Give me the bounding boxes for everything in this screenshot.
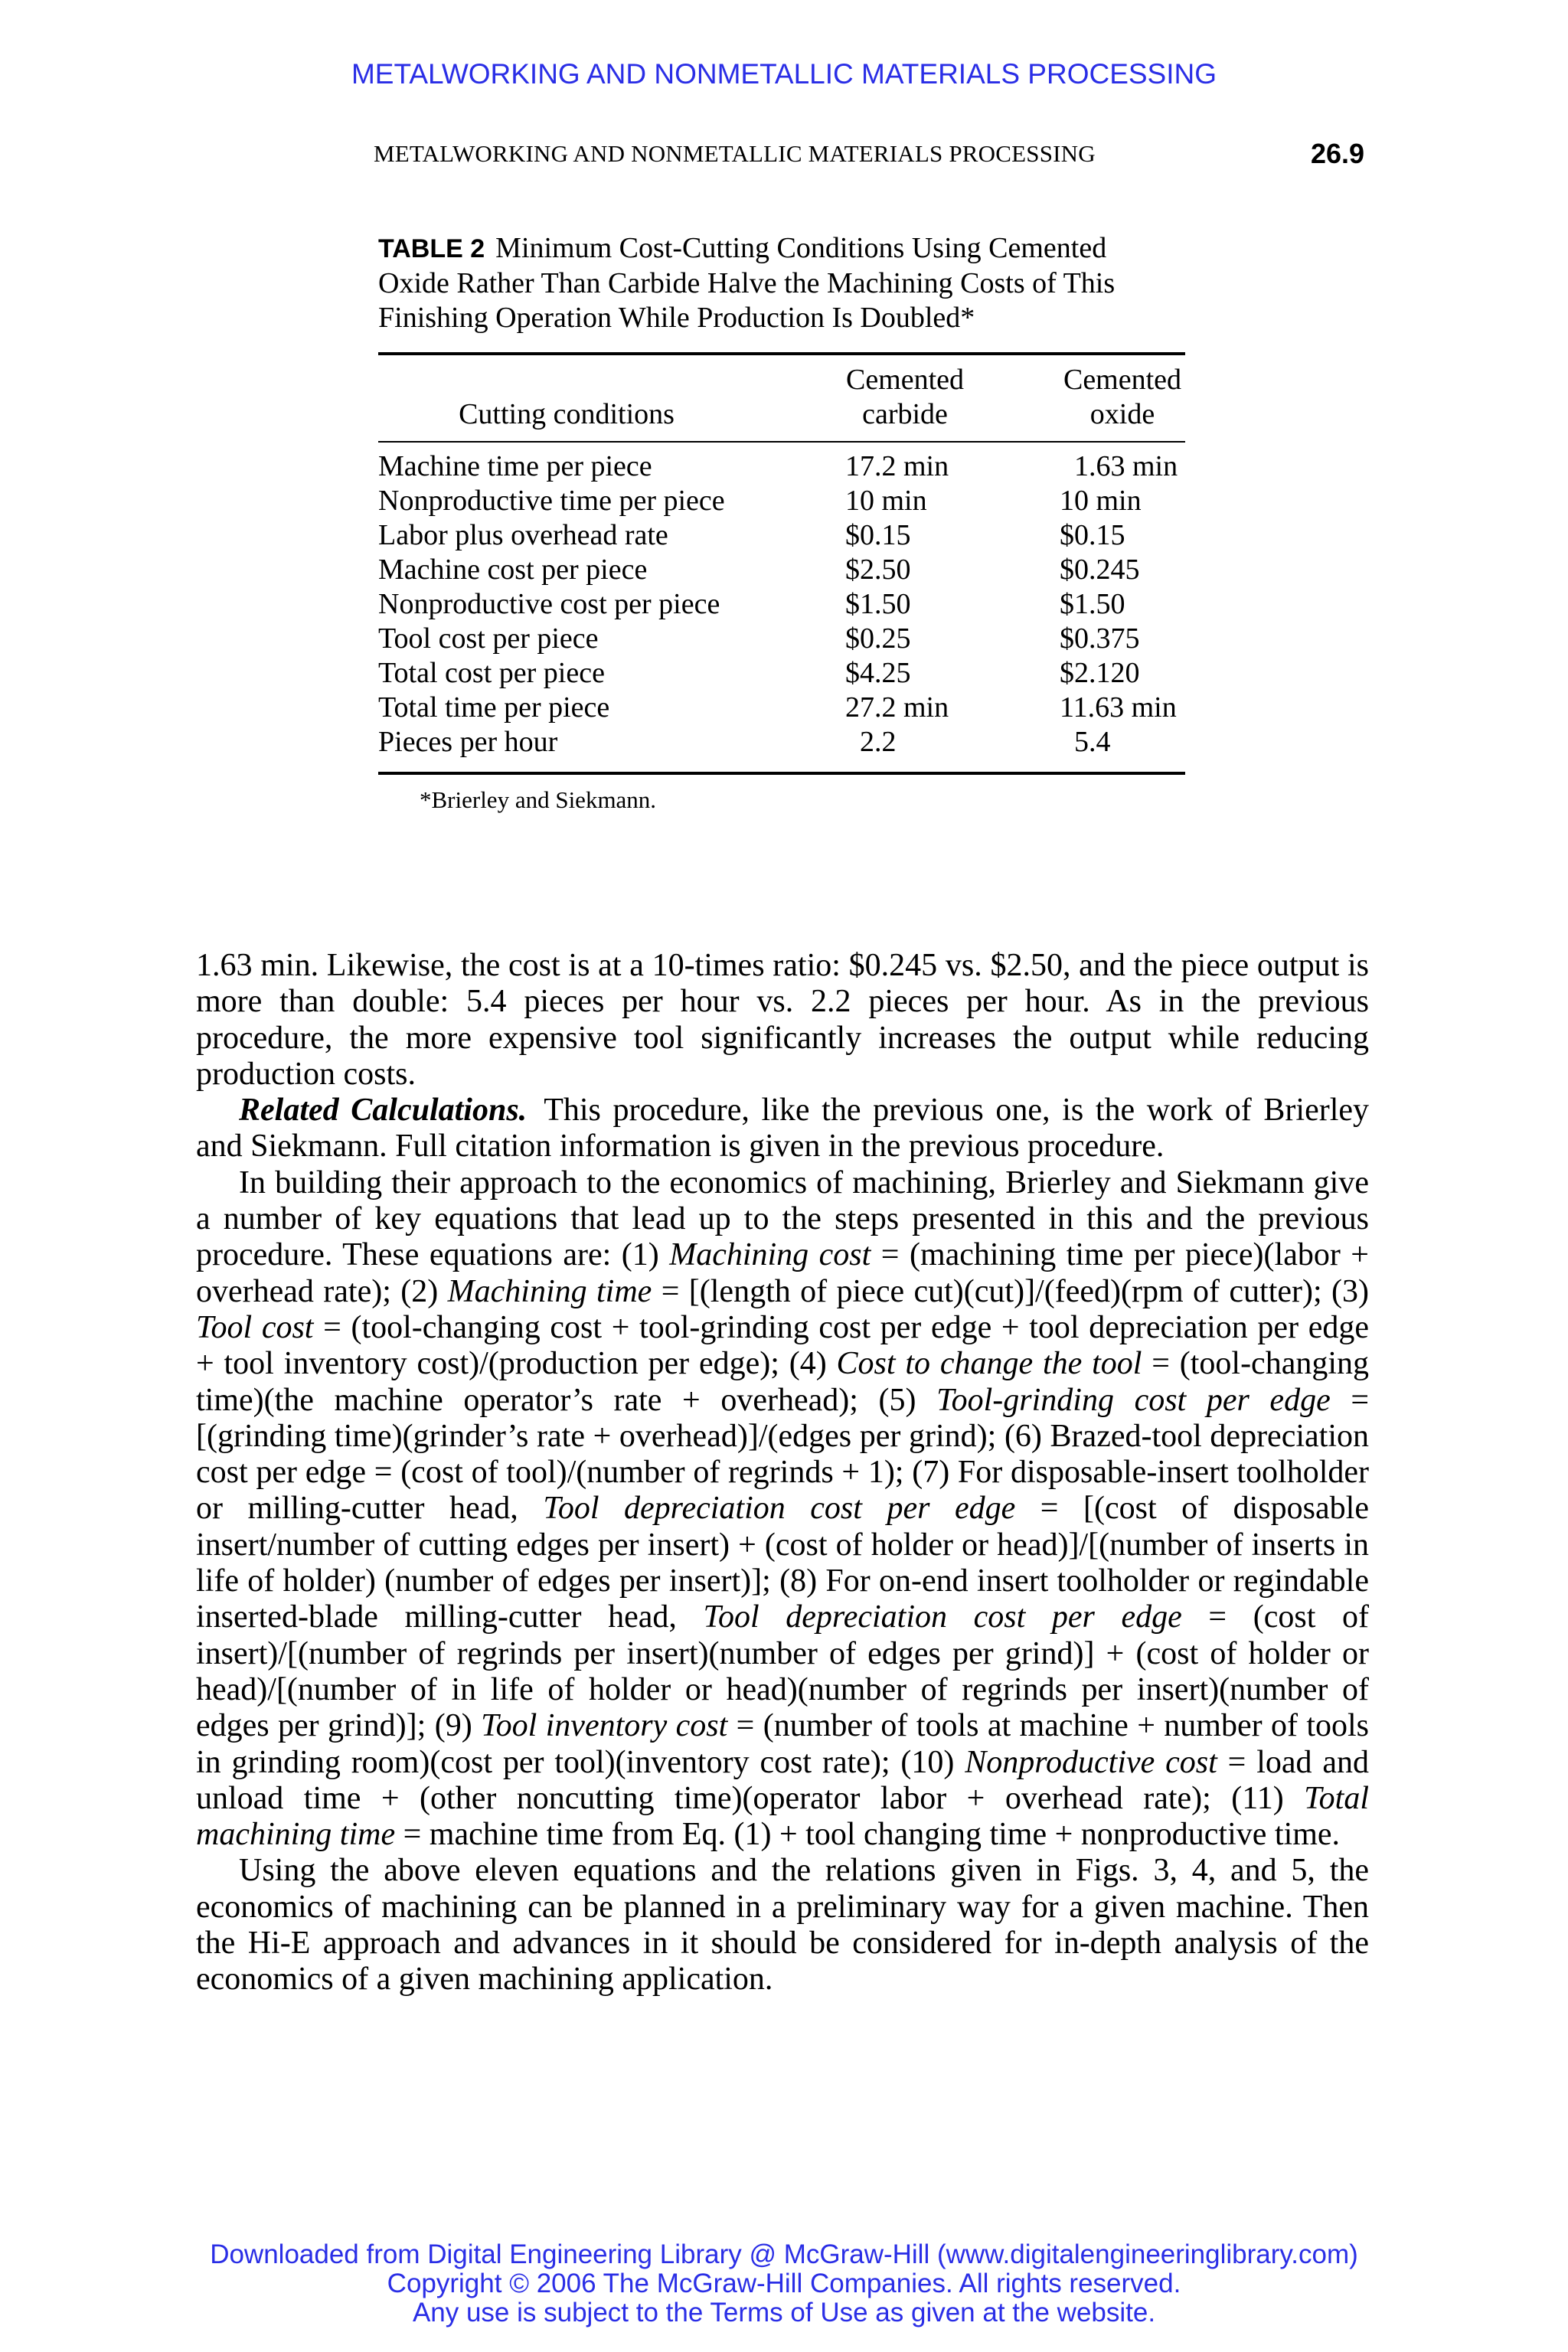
table-row: Nonproductive time per piece 10 min 10 min: [378, 485, 1142, 517]
run-in-heading: Related Calculations.: [239, 1093, 528, 1129]
download-footer: [0, 2240, 1568, 2328]
caption-line: Minimum Cost-Cutting Conditions Using Cemented: [495, 232, 1107, 264]
table-label: TABLE 2: [378, 234, 485, 263]
page-number: 26.9: [1311, 138, 1365, 169]
table-row: Machine time per piece 17.2 min 1.63 min: [378, 450, 1178, 482]
paragraph: Related Calculations. This procedure, like the previous one, is the work of Brierley and Siekmann. Full citation information is given in the previous procedure.: [196, 1093, 1370, 1165]
column-header-conditions: Cutting conditions: [459, 398, 675, 430]
paragraph-equations: In building their approach to the economics of machining, Brierley and Siekmann give a number of key equations that lead up to the steps presented in this and the previous procedure. These equations are: (1) Machining cost = (machining time per piece)(labor + overhead rate); (2) Machining time = [(length of piece cut)(cut)]/(feed)(rpm of cutter); (3) Tool cost = (tool-changing cost + tool-grinding cost per edge + tool depreciation per edge + tool inventory cost)/(production per edge); (4) Cost to change the tool = (tool-changing time)(the machine operator’s rate + overhead); (5) Tool-grinding cost per edge = [(grinding time)(grinder’s rate + overhead)]/(edges per grind); (6) Brazed-tool depreciation cost per edge = (cost of tool)/(number of regrinds + 1); (7) For disposable-insert toolholder or milling-cutter head, Tool depreciation cost per edge = [(cost of disposable insert/number of cutting edges per insert) + (cost of holder or head)]/[(number of inserts in life of holder) (number of edges per insert)]; (8) For on-end insert toolholder or regindable inserted-blade milling-cutter head, Tool depreciation cost per edge = (cost of insert)/[(number of regrinds per insert)(number of edges per grind)] + (cost of holder or head)/[(number of in life of holder or head)(number of regrinds per insert)(number of edges per grind)]; (9) Tool inventory cost = (number of tools at machine + number of tools in grinding room)(cost per tool)(inventory cost rate); (10) Nonproductive cost = load and unload time + (other noncutting time)(operator labor + overhead rate); (11) Total machining time = machine time from Eq. (1) + tool changing time + nonproductive time.: [196, 1165, 1370, 1853]
book-banner: METALWORKING AND NONMETALLIC MATERIALS PROCESSING: [351, 58, 1217, 90]
running-head-title: METALWORKING AND NONMETALLIC MATERIALS PROCESSING: [374, 140, 1096, 167]
table-row: Labor plus overhead rate $0.15 $0.15: [378, 519, 1125, 551]
table-row: Total time per piece 27.2 min 11.63 min: [378, 691, 1177, 724]
body-text: [196, 948, 1369, 1998]
table-row: Nonproductive cost per piece $1.50 $1.50: [378, 588, 1125, 620]
table-caption: [378, 231, 1190, 335]
table-top-rule: [378, 352, 1185, 355]
caption-line: Finishing Operation While Production Is Doubled*: [378, 302, 975, 334]
column-header-carbide: Cemented carbide: [845, 364, 965, 430]
paragraph: 1.63 min. Likewise, the cost is at a 10-times ratio: $0.245 vs. $2.50, and the piece output is more than double: 5.4 pieces per hour vs. 2.2 pieces per hour. As in the previous procedure, the more expensive tool significantly increases the output while reducing production costs.: [196, 948, 1369, 1092]
table-row: Machine cost per piece $2.50 $0.245: [378, 554, 1140, 586]
caption-line: Oxide Rather Than Carbide Halve the Machining Costs of This: [378, 267, 1116, 299]
table-row: Pieces per hour 2.2 5.4: [378, 726, 1111, 758]
footer-line: Downloaded from Digital Engineering Library @ McGraw-Hill (www.digitalengineeringlibrary.com): [210, 2239, 1358, 2269]
column-header-oxide: Cemented oxide: [1063, 364, 1182, 430]
footer-line: Any use is subject to the Terms of Use as given at the website.: [412, 2298, 1156, 2328]
footer-line: Copyright © 2006 The McGraw-Hill Companies. All rights reserved.: [387, 2269, 1181, 2298]
table-row: Tool cost per piece $0.25 $0.375: [378, 622, 1140, 655]
table-body: [378, 449, 1190, 760]
table-row: Total cost per piece $4.25 $2.120: [378, 657, 1140, 689]
table-footnote: *Brierley and Siekmann.: [420, 786, 657, 813]
table-header-rule: [378, 441, 1185, 443]
paragraph: Using the above eleven equations and the relations given in Figs. 3, 4, and 5, the economics of machining can be planned in a preliminary way for a given machine. Then the Hi-E approach and advances in it should be considered for in-depth analysis of the economics of a given machining application.: [196, 1853, 1369, 1998]
table-bottom-rule: [378, 772, 1185, 775]
